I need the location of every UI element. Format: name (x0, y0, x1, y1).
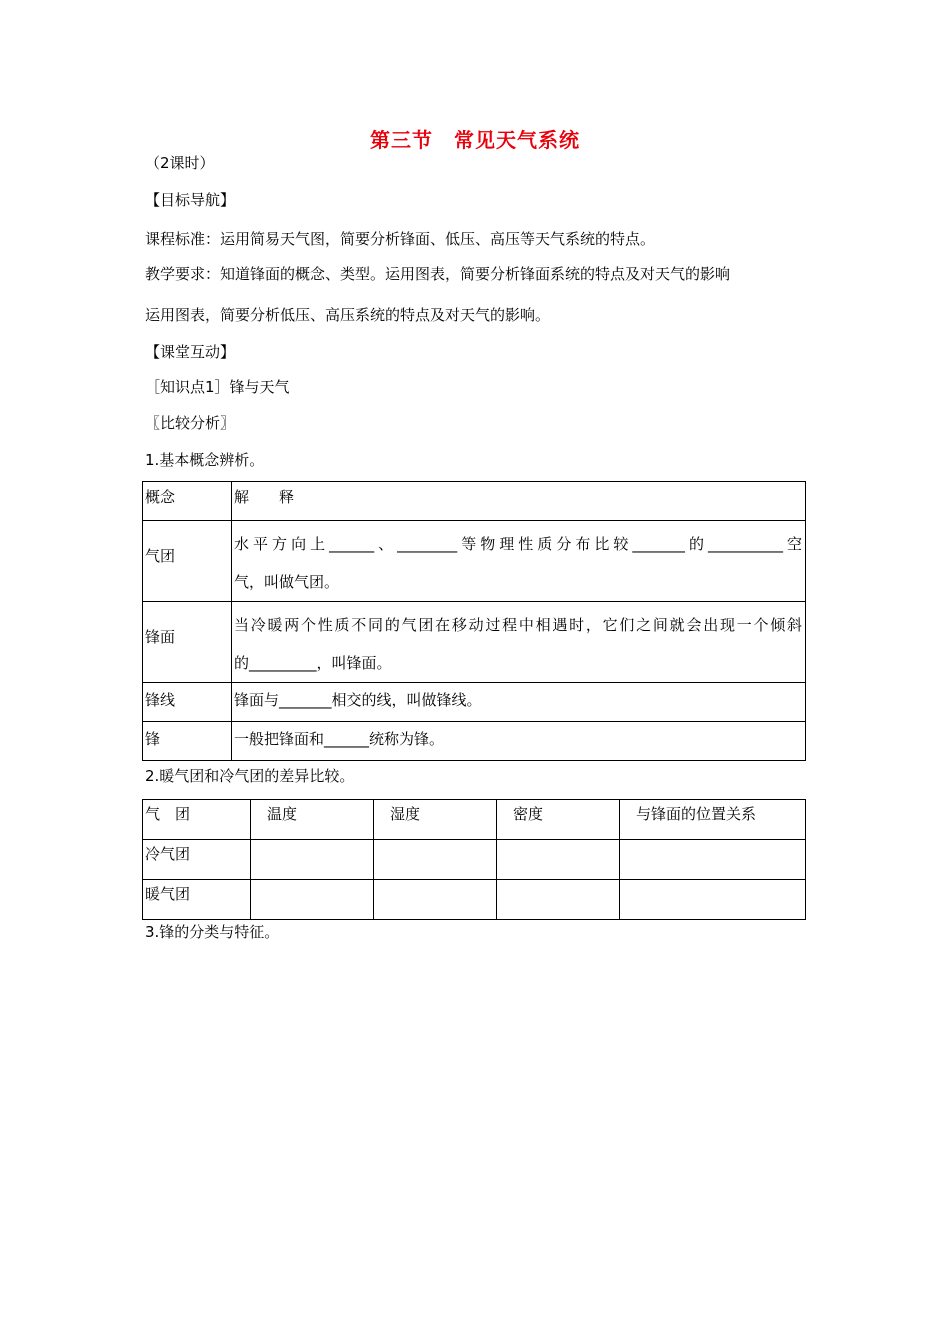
explain-cell (232, 521, 806, 602)
air-mass-comparison-table (142, 799, 806, 920)
table-row (143, 880, 806, 920)
table-row (143, 521, 806, 602)
header-cell: 密度 (497, 800, 620, 840)
explain-cell (232, 602, 806, 683)
lesson-hours: （2课时） (145, 154, 215, 172)
concept-header: 概念 (143, 482, 232, 521)
header-cell: 温度 (251, 800, 374, 840)
knowledge-point-heading: ［知识点1］锋与天气 (145, 378, 290, 396)
data-cell (251, 840, 374, 880)
table-row (143, 840, 806, 880)
data-cell (374, 840, 497, 880)
header-cell: 湿度 (374, 800, 497, 840)
curriculum-standard: 课程标准：运用简易天气图，简要分析锋面、低压、高压等天气系统的特点。 (145, 230, 656, 248)
question-3-heading: 3.锋的分类与特征。 (145, 923, 280, 941)
header-cell: 与锋面的位置关系 (620, 800, 806, 840)
data-cell (620, 880, 806, 920)
concept-cell: 气团 (143, 521, 232, 602)
table-row (143, 602, 806, 683)
concept-table (142, 481, 806, 761)
explain-cell: 锋面与_______相交的线，叫做锋线。 (232, 683, 806, 722)
explain-cell: 一般把锋面和______统称为锋。 (232, 722, 806, 761)
question-2-heading: 2.暖气团和冷气团的差异比较。 (145, 767, 355, 785)
data-cell (251, 880, 374, 920)
concept-cell: 锋线 (143, 683, 232, 722)
explain-header: 解 释 (232, 482, 806, 521)
header-cell: 气 团 (143, 800, 251, 840)
data-cell (620, 840, 806, 880)
explain-line: 气，叫做气团。 (234, 573, 340, 591)
explain-line: 水平方向上______、________等物理性质分布比较_______的__________空 (234, 535, 802, 553)
concept-cell: 锋 (143, 722, 232, 761)
teaching-requirement-1: 教学要求：知道锋面的概念、类型。运用图表，简要分析锋面系统的特点及对天气的影响 (145, 265, 731, 283)
concept-cell: 锋面 (143, 602, 232, 683)
page-title: 第三节 常见天气系统 (370, 128, 580, 152)
table-row (143, 683, 806, 722)
explain-line: 当冷暖两个性质不同的气团在移动过程中相遇时，它们之间就会出现一个倾斜 (234, 616, 802, 634)
row-label: 冷气团 (143, 840, 251, 880)
data-cell (497, 880, 620, 920)
table-row (143, 800, 806, 840)
explain-line: 的_________，叫锋面。 (234, 654, 392, 672)
table-row (143, 722, 806, 761)
section-class-heading: 【课堂互动】 (145, 343, 236, 361)
data-cell (497, 840, 620, 880)
question-1-heading: 1.基本概念辨析。 (145, 451, 265, 469)
compare-analysis-heading: 〖比较分析〗 (145, 414, 236, 432)
data-cell (374, 880, 497, 920)
teaching-requirement-2: 运用图表，简要分析低压、高压系统的特点及对天气的影响。 (145, 306, 551, 324)
table-row (143, 482, 806, 521)
row-label: 暖气团 (143, 880, 251, 920)
section-goals-heading: 【目标导航】 (145, 191, 236, 209)
